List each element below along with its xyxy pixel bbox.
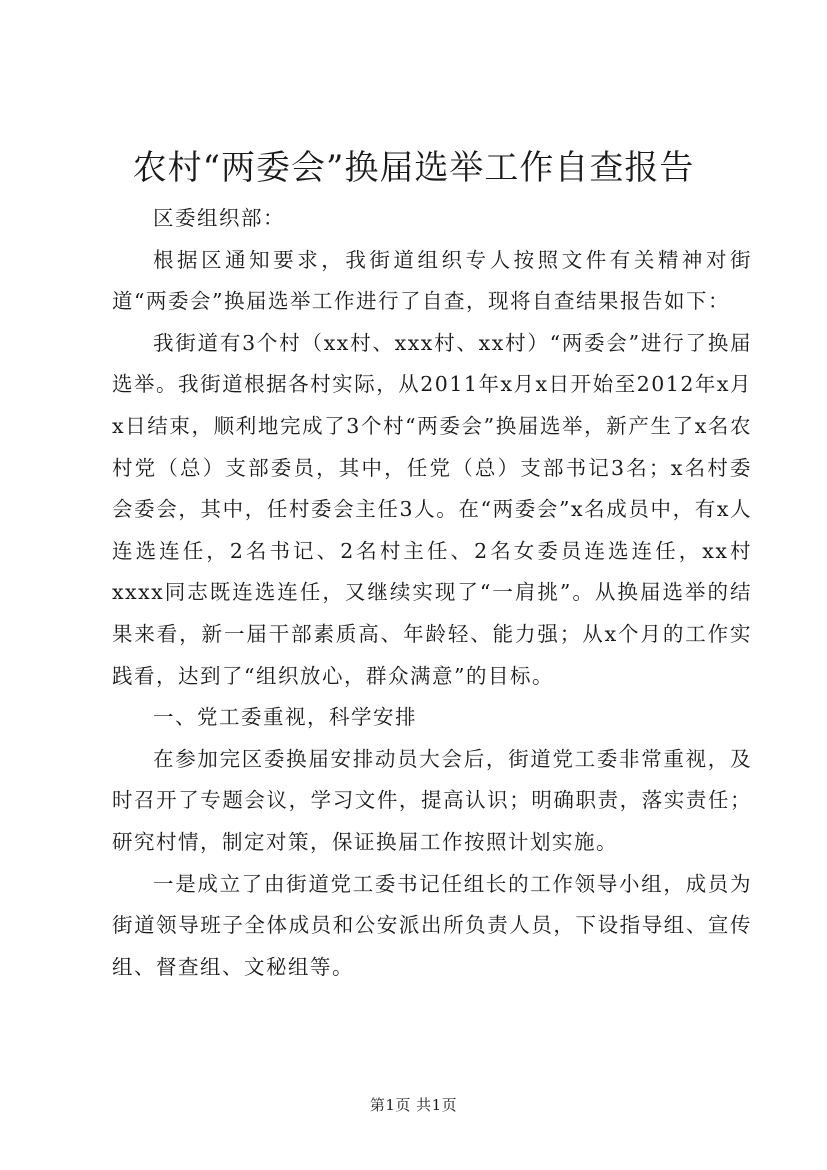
salutation: 区委组织部： (153, 206, 285, 230)
paragraph-leadership-group: 一是成立了由街道党工委书记任组长的工作领导小组，成员为街道领导班子全体成员和公安派出所负责人员，下设指导组、宣传组、督查组、文秘组等。 (112, 871, 752, 979)
document-body (112, 198, 752, 988)
section-heading-1: 一、党工委重视，科学安排 (153, 705, 417, 730)
paragraph-results: 我街道有3个村（xx村、xxx村、xx村）“两委会”进行了换届选举。我街道根据各村实际，从2011年x月x日开始至2012年x月x日结束，顺利地完成了3个村“两委会”换届选举，新产生了x名农村党（总）支部委员，其中，任党（总）支部书记3名；x名村委会委会，其中，任村委会主任3人。在“两委会”x名成员中，有x人连选连任，2名书记、2名村主任、2名女委员连选连任，xx村xxxx同志既连选连任，又继续实现了“一肩挑”。从换届选举的结果来看，新一届干部素质高、年龄轻、能力强；从x个月的工作实践看，达到了“组织放心，群众满意”的目标。 (112, 330, 752, 688)
paragraph-section-1: 在参加完区委换届安排动员大会后，街道党工委非常重视，及时召开了专题会议，学习文件，提高认识；明确职责，落实责任；研究村情，制定对策，保证换届工作按照计划实施。 (112, 746, 752, 854)
document-title: 农村“两委会”换届选举工作自查报告 (132, 148, 695, 188)
page-footer: 第1页 共1页 (369, 1096, 458, 1114)
paragraph-intro: 根据区通知要求，我街道组织专人按照文件有关精神对街道“两委会”换届选举工作进行了自查，现将自查结果报告如下： (112, 247, 752, 314)
